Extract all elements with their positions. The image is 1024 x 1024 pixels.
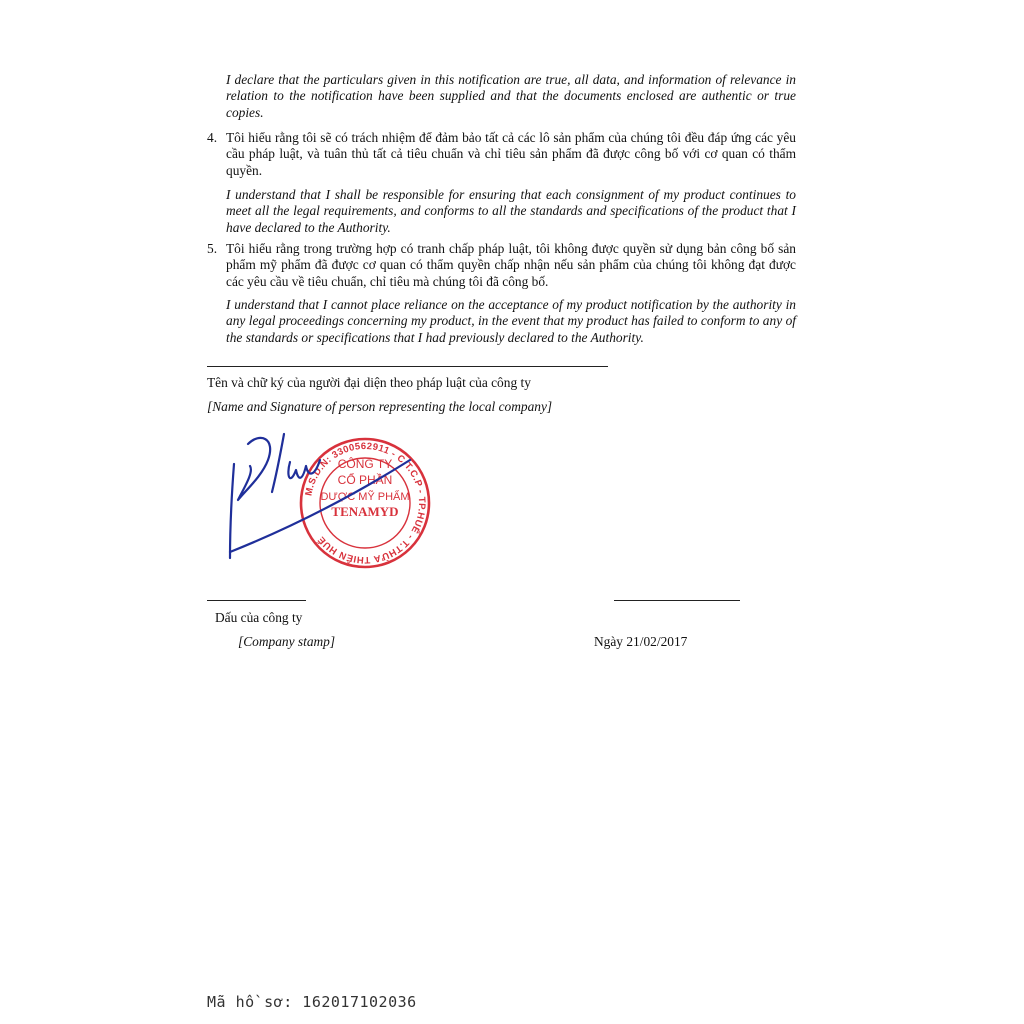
seal-line-1: CÔNG TY [337, 457, 393, 471]
file-code: Mã hồ sơ: 162017102036 [207, 993, 417, 1011]
item-5-number: 5. [207, 241, 218, 256]
company-seal [301, 439, 429, 567]
item-5-vietnamese: Tôi hiểu rằng trong trường hợp có tranh chấp pháp luật, tôi không được quyền sử dụng bản công bố sản phẩm mỹ phẩm đã được cơ quan có thẩm quyền chấp nhận nếu sản phẩm của chúng tôi không đạt được các yêu cầu về tiêu chuẩn, chỉ tiêu mà chúng tôi đã công bố. [226, 241, 796, 289]
signature-label-english: [Name and Signature of person representing the local company] [207, 399, 553, 414]
signature-label-vietnamese: Tên và chữ ký của người đại diện theo pháp luật của công ty [207, 375, 531, 390]
signature-divider [207, 366, 608, 367]
declaration-english: I declare that the particulars given in this notification are true, all data, and information of relevance in relation to the notification have been supplied and that the documents enclosed are authentic or true copies. [226, 72, 796, 120]
item-5-english: I understand that I cannot place reliance on the acceptance of my product notification by the authority in any legal proceedings concerning my product, in the event that my product has failed to conform to any of the standards or specifications that I had previously declared to the Authority. [226, 297, 796, 345]
item-4-vietnamese: Tôi hiểu rằng tôi sẽ có trách nhiệm để đảm bảo tất cả các lô sản phẩm của chúng tôi đều đáp ứng các yêu cầu pháp luật, và tuân thủ tất cả tiêu chuẩn và chỉ tiêu sản phẩm đã được công bố với cơ quan có thẩm quyền. [226, 130, 796, 178]
seal-line-2: CỔ PHẦN [337, 473, 393, 487]
date-divider [614, 600, 740, 601]
company-seal-and-signature [220, 420, 440, 570]
seal-line-3: DƯỢC MỸ PHẨM [320, 491, 410, 503]
svg-text:M.S.D.N: 3300562911 - C.T.C.P: M.S.D.N: 3300562911 - C.T.C.P - TP.HUẾ - T.THỪA THIÊN HUẾ [303, 440, 428, 566]
company-stamp-label-english: [Company stamp] [238, 634, 336, 649]
seal-line-4: TENAMYD [331, 504, 399, 519]
company-stamp-divider [207, 600, 306, 601]
signing-date: Ngày 21/02/2017 [594, 634, 688, 649]
item-4-english: I understand that I shall be responsible for ensuring that each consignment of my product continues to meet all the legal requirements, and conforms to all the standards and specifications of the product that I have declared to the Authority. [226, 187, 796, 235]
company-stamp-label-vietnamese: Dấu của công ty [215, 610, 303, 625]
item-4-number: 4. [207, 130, 218, 145]
